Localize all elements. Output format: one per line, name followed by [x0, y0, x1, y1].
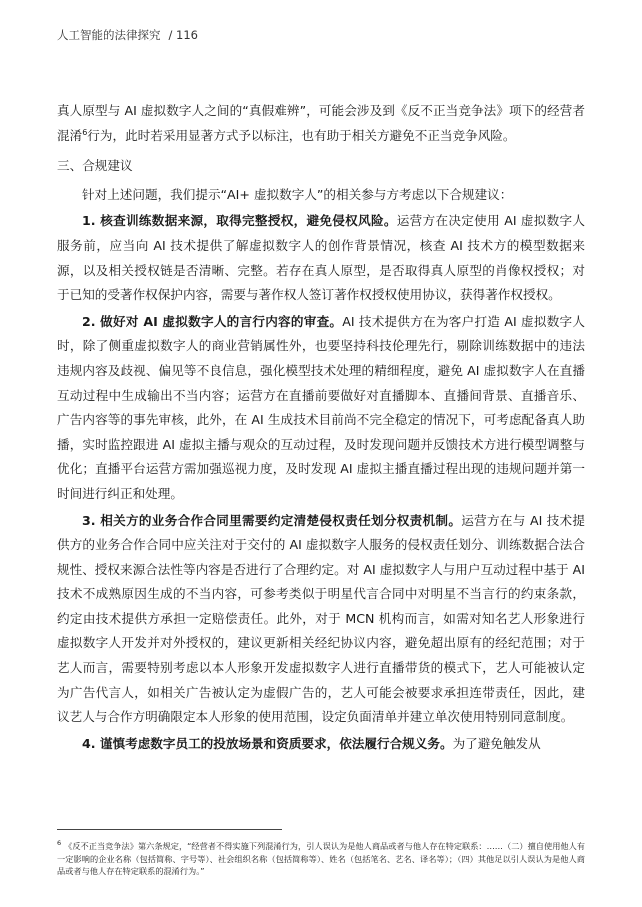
recommendation-4-text: 为了避免触发从 — [452, 735, 541, 751]
intro-paragraph: 针对上述问题，我们提示“AI+ 虚拟数字人”的相关参与方考虑以下合规建议： — [82, 186, 513, 202]
recommendation-3-heading: 3. 相关方的业务合作合同里需要约定清楚侵权责任划分权责机制。 — [82, 512, 462, 528]
book-title: 人工智能的法律探究 — [57, 28, 161, 42]
paragraph-continuation — [57, 99, 585, 148]
footnote — [57, 840, 585, 878]
page-number: / 116 — [168, 28, 198, 42]
footnote-marker: 6 — [82, 127, 88, 137]
recommendation-2-heading: 2. 做好对 AI 虚拟数字人的言行内容的审查。 — [82, 313, 343, 329]
recommendation-1-text: 运营方在决定使用 AI 虚拟数字人服务前，应当向 AI 技术提供了解虚拟数字人的创作背景情况，核查 AI 技术方的模型数据来源，以及相关授权链是否清晰、完整。若存在真人原型，是否取得真人原型的肖像权授权；对于已知的受著作权保护内容，需要与著作权人签订著作权授权使用协议，获得著作权授权。 — [57, 213, 585, 303]
recommendation-3-text: 运营方在与 AI 技术提供方的业务合作合同中应关注对于交付的 AI 虚拟数字人服务的侵权责任划分、训练数据合法合规性、授权来源合法性等内容是否进行了合理约定。对 AI 虚拟数字人与用户互动过程中基于 AI 技术不成熟原因生成的不当内容，可参考类似于明星代言合同中对明星不当言行的约束条款，约定由技术提供方承担一定赔偿责任。此外，对于 MCN 机构而言，如需对知名艺人形象进行虚拟数字人开发并对外授权的，建议更新相关经纪协议内容，避免超出原有的经纪范围；对于艺人而言，需要特别考虑以本人形象开发虚拟数字人进行直播带货的模式下，艺人可能被认定为广告代言人，如相关广告被认定为虚假广告的，艺人可能会被要求承担连带责任，因此，建议艺人与合作方明确限定本人形象的使用范围，设定负面清单并建立单次使用特别同意制度。 — [57, 512, 585, 725]
recommendation-2 — [57, 310, 585, 507]
running-header — [57, 27, 198, 43]
footnote-divider — [57, 829, 282, 830]
recommendation-1-heading: 1. 核查训练数据来源，取得完整授权，避免侵权风险。 — [82, 213, 397, 229]
paragraph-text-tail: 行为，此时若采用显著方式予以标注，也有助于相关方避免不正当竞争风险。 — [87, 127, 516, 143]
recommendation-1 — [57, 209, 585, 307]
footnote-text: 《反不正当竞争法》第六条规定，“经营者不得实施下列混淆行为，引人误认为是他人商品或者与他人存在特定联系：……（二）擅自使用他人有一定影响的企业名称（包括简称、字号等）、社会组织名称（包括简称等）、姓名（包括笔名、艺名、译名等）；（四）其他足以引人误认为是他人商品或者与他人存在特定联系的混淆行为。” — [57, 841, 585, 876]
body-text — [57, 99, 585, 756]
recommendation-2-text: AI 技术提供方在为客户打造 AI 虚拟数字人时，除了侧重虚拟数字人的商业营销属性外，也要坚持科技伦理先行，剔除训练数据中的违法违规内容及歧视、偏见等不良信息，强化模型技术处理的精细程度，避免 AI 虚拟数字人在直播互动过程中生成输出不当内容；运营方在直播前要做好对直播脚本、直播间背景、直播音乐、广告内容等的事先审核，此外，在 AI 生成技术目前尚不完全稳定的情况下，可考虑配备真人助播，实时监控跟进 AI 虚拟主播与观众的互动过程，及时发现问题并反馈技术方进行模型调整与优化；直播平台运营方需加强巡视力度，及时发现 AI 虚拟主播直播过程出现的违规问题并第一时间进行纠正和处理。 — [57, 313, 585, 501]
section-heading: 三、合规建议 — [57, 158, 133, 174]
footnote-number: 6 — [57, 839, 62, 848]
recommendation-4-heading: 4. 谨慎考虑数字员工的投放场景和资质要求，依法履行合规义务。 — [82, 735, 453, 751]
recommendation-4 — [57, 732, 585, 757]
paragraph-text: 真人原型与 AI 虚拟数字人之间的“真假难辨”，可能会涉及到《反不正当竞争法》项下的经营者混淆 — [57, 103, 585, 143]
recommendation-3 — [57, 509, 585, 730]
